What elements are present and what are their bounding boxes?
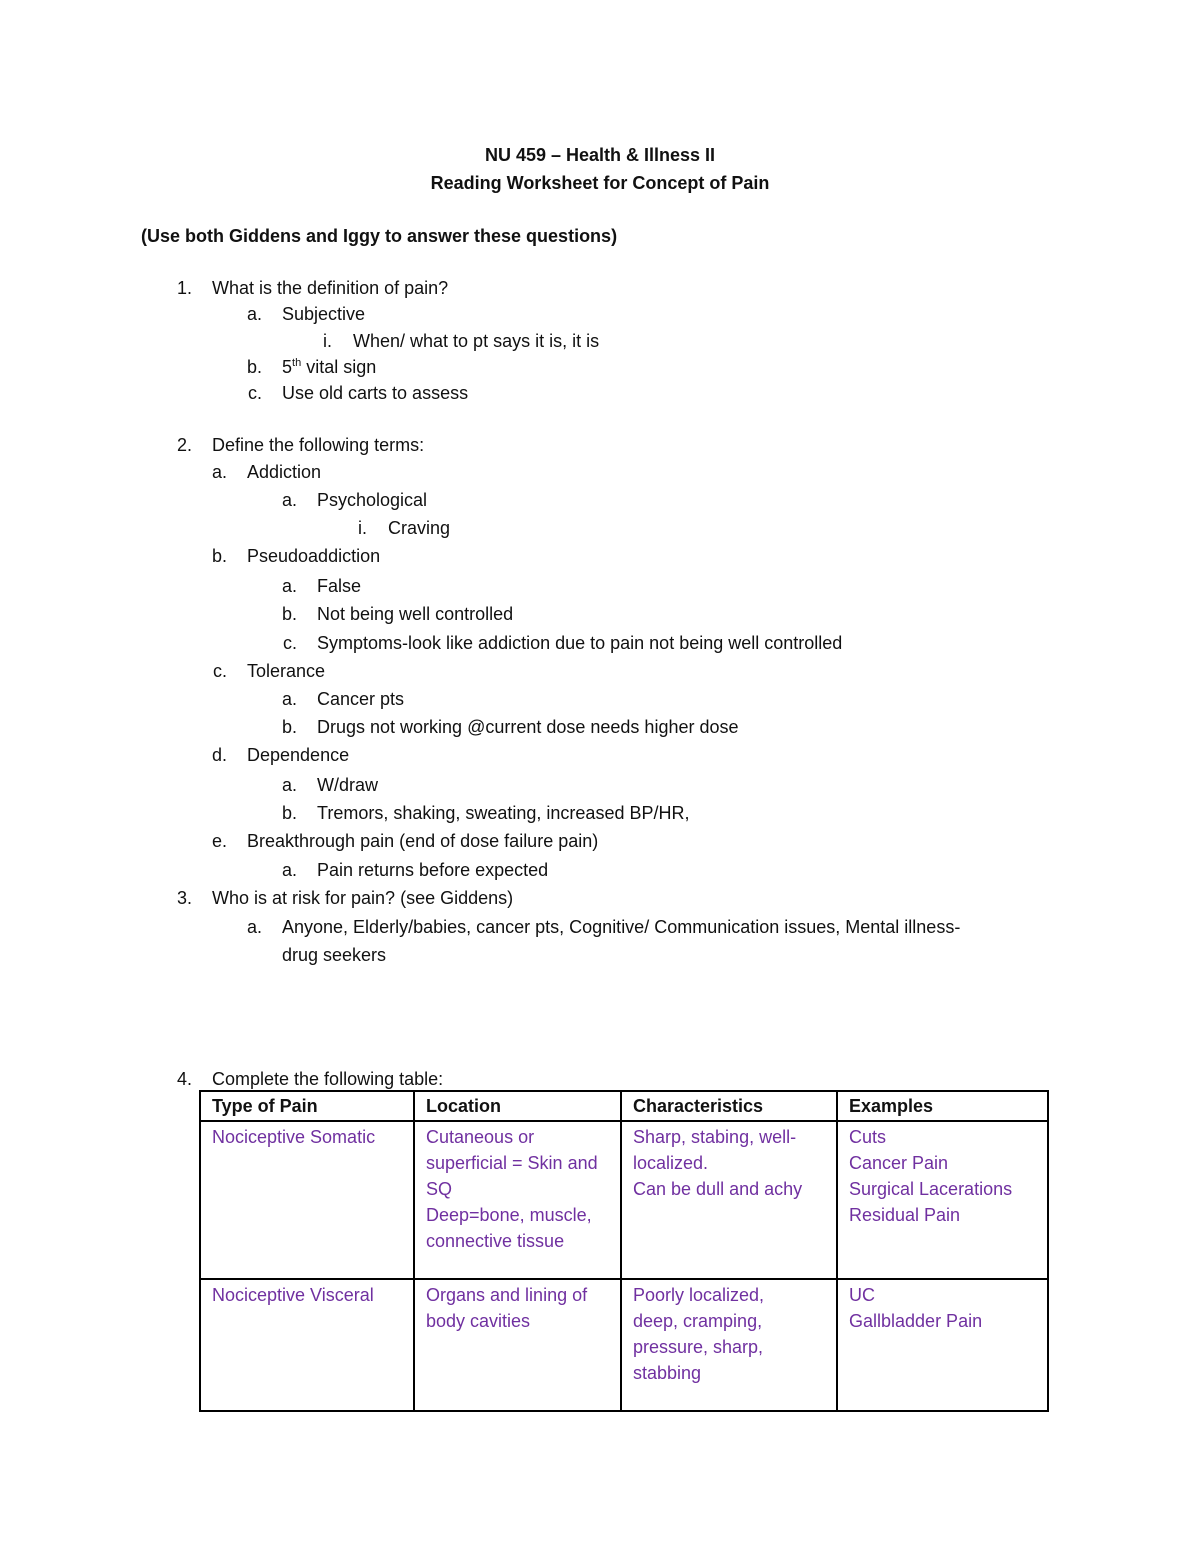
q2-e-marker: e.	[211, 831, 227, 851]
cell-line: pressure, sharp,	[633, 1337, 764, 1357]
cell-line: Gallbladder Pain	[849, 1311, 983, 1331]
cell-characteristics	[621, 1121, 837, 1279]
q1-c-answer: Use old carts to assess	[282, 383, 469, 403]
q2-question: Define the following terms:	[212, 435, 425, 455]
q1-a-i-answer: When/ what to pt says it is, it is	[353, 331, 600, 351]
q2-e-a-marker: a.	[281, 860, 297, 880]
q3-number: 3.	[176, 888, 192, 908]
pain-types-table	[199, 1090, 1049, 1412]
cell-line: connective tissue	[426, 1231, 565, 1251]
cell-line: deep, cramping,	[633, 1311, 763, 1331]
q2-b-marker: b.	[211, 546, 227, 566]
q1-a-answer: Subjective	[282, 304, 366, 324]
q1-number: 1.	[176, 278, 192, 298]
header-type-of-pain: Type of Pain	[200, 1091, 414, 1121]
q1-a-marker: a.	[246, 304, 262, 324]
q2-d-a-marker: a.	[281, 775, 297, 795]
q1-b-answer: 5th vital sign	[282, 357, 377, 377]
q3-answer-line2: drug seekers	[282, 945, 387, 965]
cell-line: Nociceptive Somatic	[212, 1127, 376, 1147]
cell-line: Cancer Pain	[849, 1153, 949, 1173]
q2-number: 2.	[176, 435, 192, 455]
header-location: Location	[414, 1091, 621, 1121]
q2-a-a-marker: a.	[281, 490, 297, 510]
term-addiction: Addiction	[247, 462, 322, 482]
q2-c-a-marker: a.	[281, 689, 297, 709]
q2-a-a-i-marker: i.	[358, 518, 367, 538]
cell-line: Nociceptive Visceral	[212, 1285, 374, 1305]
q1-a-i-marker: i.	[323, 331, 332, 351]
cell-line: SQ	[426, 1179, 453, 1199]
pseudoaddiction-answer-1: False	[317, 576, 362, 596]
worksheet-subtitle: Reading Worksheet for Concept of Pain	[430, 173, 770, 193]
cell-line: stabbing	[633, 1363, 702, 1383]
cell-line: Surgical Lacerations	[849, 1179, 1013, 1199]
pseudoaddiction-answer-3: Symptoms-look like addiction due to pain not being well controlled	[317, 633, 843, 653]
cell-line: Deep=bone, muscle,	[426, 1205, 592, 1225]
cell-line: Cuts	[849, 1127, 887, 1147]
table-row	[200, 1279, 1048, 1411]
addiction-answer-1-i: Craving	[388, 518, 451, 538]
q3-a-marker: a.	[246, 917, 262, 937]
q2-c-b-marker: b.	[281, 717, 297, 737]
term-tolerance: Tolerance	[247, 661, 326, 681]
q2-c-marker: c.	[212, 661, 227, 681]
dependence-answer-1: W/draw	[317, 775, 379, 795]
q2-d-b-marker: b.	[281, 803, 297, 823]
q2-a-marker: a.	[211, 462, 227, 482]
cell-type	[200, 1279, 414, 1411]
cell-type	[200, 1121, 414, 1279]
q2-b-a-marker: a.	[281, 576, 297, 596]
pseudoaddiction-answer-2: Not being well controlled	[317, 604, 514, 624]
cell-line: body cavities	[426, 1311, 531, 1331]
cell-line: localized.	[633, 1153, 709, 1173]
tolerance-answer-1: Cancer pts	[317, 689, 405, 709]
cell-line: Poorly localized,	[633, 1285, 765, 1305]
q2-d-marker: d.	[211, 745, 227, 765]
table-row	[200, 1121, 1048, 1279]
term-breakthrough-pain: Breakthrough pain (end of dose failure pain)	[247, 831, 599, 851]
term-dependence: Dependence	[247, 745, 350, 765]
cell-line: Sharp, stabing, well-	[633, 1127, 797, 1147]
cell-line: superficial = Skin and	[426, 1153, 598, 1173]
cell-line: Residual Pain	[849, 1205, 961, 1225]
cell-characteristics	[621, 1279, 837, 1411]
instruction-text: (Use both Giddens and Iggy to answer these questions)	[141, 226, 618, 246]
q1-b-marker: b.	[246, 357, 262, 377]
cell-examples	[837, 1121, 1048, 1279]
q2-b-b-marker: b.	[281, 604, 297, 624]
dependence-answer-2: Tremors, shaking, sweating, increased BP/HR,	[317, 803, 690, 823]
course-title: NU 459 – Health & Illness II	[484, 145, 716, 165]
cell-line: UC	[849, 1285, 875, 1305]
q2-b-c-marker: c.	[282, 633, 297, 653]
header-characteristics: Characteristics	[621, 1091, 837, 1121]
q1-c-marker: c.	[247, 383, 262, 403]
q4-number: 4.	[176, 1069, 192, 1089]
table-header-row	[200, 1091, 1048, 1121]
cell-line: Can be dull and achy	[633, 1179, 803, 1199]
cell-location	[414, 1279, 621, 1411]
tolerance-answer-2: Drugs not working @current dose needs higher dose	[317, 717, 739, 737]
q4-question: Complete the following table:	[212, 1069, 444, 1089]
q3-answer-line1: Anyone, Elderly/babies, cancer pts, Cognitive/ Communication issues, Mental illness-	[282, 917, 961, 937]
cell-examples	[837, 1279, 1048, 1411]
cell-line: Cutaneous or	[426, 1127, 535, 1147]
breakthrough-answer-1: Pain returns before expected	[317, 860, 549, 880]
q1-question: What is the definition of pain?	[212, 278, 449, 298]
term-pseudoaddiction: Pseudoaddiction	[247, 546, 381, 566]
header-examples: Examples	[837, 1091, 1048, 1121]
cell-location	[414, 1121, 621, 1279]
q3-question: Who is at risk for pain? (see Giddens)	[212, 888, 514, 908]
cell-line: Organs and lining of	[426, 1285, 588, 1305]
addiction-answer-1: Psychological	[317, 490, 428, 510]
